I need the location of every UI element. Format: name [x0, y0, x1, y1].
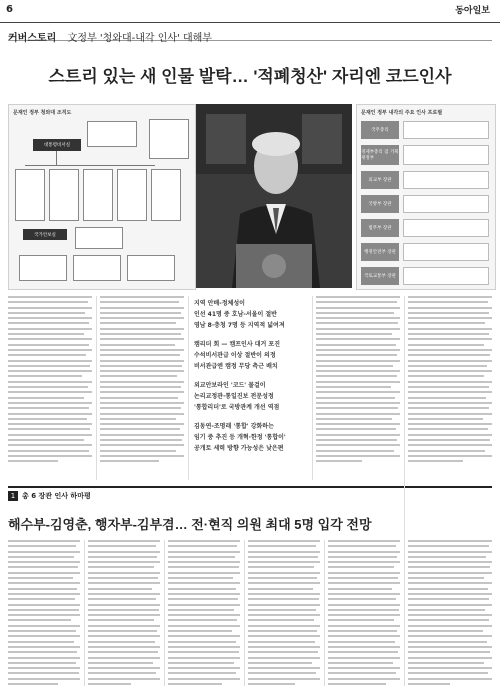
- org-chart-panel: [8, 104, 196, 290]
- cabinet-row-detail: [403, 145, 489, 165]
- org-chart-node-nsc: 국가안보실: [23, 229, 67, 240]
- pull-quote-line: 캠리더 회 — 캠프인사 대거 포진: [194, 341, 280, 348]
- bottom-column-3: [168, 540, 240, 688]
- cabinet-row-detail: [403, 267, 489, 285]
- pull-quote-line: 영남 8·충청 7명 등 지역적 넓여져: [194, 322, 285, 329]
- section-title: 文정부 '청와대-내각 인사' 대해부: [67, 33, 212, 44]
- cabinet-row-label: 국방부 장관: [361, 195, 399, 213]
- org-chart-node: [151, 169, 181, 221]
- kicker-badge: 1: [8, 491, 18, 501]
- column-divider: [312, 296, 313, 480]
- cabinet-row-label: 외교부 장관: [361, 171, 399, 189]
- cabinet-row-label: 행정안전부 장관: [361, 243, 399, 261]
- bottom-headline: 해수부-김영춘, 행자부-김부겸… 전·현직 의원 최대 5명 입각 전망: [8, 517, 372, 532]
- cabinet-row-detail: [403, 121, 489, 139]
- column-divider: [324, 540, 325, 686]
- org-chart-node: [117, 169, 147, 221]
- pull-quote-line: 지역 안배-정체성이: [194, 300, 245, 307]
- column-divider: [84, 540, 85, 686]
- org-chart-node: [87, 121, 137, 147]
- org-chart-node: [75, 227, 123, 249]
- org-chart-title: 문재인 정부 청와대 조직도: [13, 110, 72, 116]
- bottom-column-5: [328, 540, 400, 688]
- org-chart-node: [15, 169, 45, 221]
- cabinet-profile-panel: [356, 104, 496, 290]
- section-banner: [8, 26, 492, 44]
- kicker-text: 총 6 장관 인사 하마평: [22, 492, 91, 500]
- cabinet-row-detail: [403, 243, 489, 261]
- cabinet-row-detail: [403, 171, 489, 189]
- org-chart-connector: [56, 151, 57, 165]
- article-column-3: [316, 296, 400, 466]
- cabinet-row-label: 국토교통부 장관: [361, 267, 399, 285]
- cabinet-row-label: 법무부 장관: [361, 219, 399, 237]
- pull-quote-line: '통합리더'로 국방관계 개선 역점: [194, 404, 280, 411]
- cabinet-row-detail: [403, 195, 489, 213]
- column-divider: [188, 296, 189, 480]
- org-chart-top-node: 대통령비서실: [33, 139, 81, 151]
- org-chart-node: [19, 255, 67, 281]
- pull-quote-line: 외교안보라인 '코드' 물걸이: [194, 382, 266, 389]
- bottom-kicker: [8, 486, 492, 502]
- newspaper-name: 동아일보: [455, 6, 490, 16]
- pull-quote-line: 임기 중 추진 등 개혁·한정 '통합이': [194, 434, 286, 441]
- cabinet-row-label: 국무총리: [361, 121, 399, 139]
- column-divider: [404, 296, 405, 686]
- cabinet-profile-title: 문재인 정부 내각의 주요 인사 프로필: [361, 110, 443, 116]
- article-column-4: [408, 296, 492, 466]
- pull-quote-line: 공개토 세력 방향 가능성은 낮은편: [194, 445, 284, 452]
- pull-quote-column: [194, 298, 308, 454]
- pull-quote-line: 비서관급엔 캠정 무당 측근 배치: [194, 363, 278, 370]
- bottom-column-4: [248, 540, 320, 688]
- bottom-column-6: [408, 540, 492, 688]
- page-header: [0, 0, 500, 23]
- org-chart-connector: [25, 165, 155, 166]
- pull-quote-line: 수석비서관급 이상 절반이 의정: [194, 352, 276, 359]
- article-column-1: [8, 296, 92, 466]
- cabinet-row-label: 경제부총리 겸 기획재정부: [361, 145, 399, 165]
- main-headline: 스트리 있는 새 인물 발탁… '적폐청산' 자리엔 코드인사: [48, 67, 452, 86]
- column-divider: [164, 540, 165, 686]
- article-column-2: [100, 296, 184, 466]
- pull-quote-line: 인선 41명 중 호남-서울이 절반: [194, 311, 277, 318]
- pull-quote-line: 김동연-조명래 '통합' 강화하는: [194, 423, 274, 430]
- column-divider: [96, 296, 97, 480]
- pull-quote-line: 논리교정관·통일진보 전문성정: [194, 393, 274, 400]
- bottom-column-1: [8, 540, 80, 688]
- bottom-column-2: [88, 540, 160, 688]
- org-chart-node: [73, 255, 121, 281]
- section-lead: 커버스토리: [8, 33, 57, 44]
- org-chart-node: [127, 255, 175, 281]
- page-number: 6: [6, 4, 13, 15]
- org-chart-node: [83, 169, 113, 221]
- org-chart-node: [149, 119, 189, 159]
- president-photo-image: [196, 104, 352, 288]
- president-photo: [196, 104, 352, 288]
- org-chart-node: [49, 169, 79, 221]
- cabinet-row-detail: [403, 219, 489, 237]
- column-divider: [244, 540, 245, 686]
